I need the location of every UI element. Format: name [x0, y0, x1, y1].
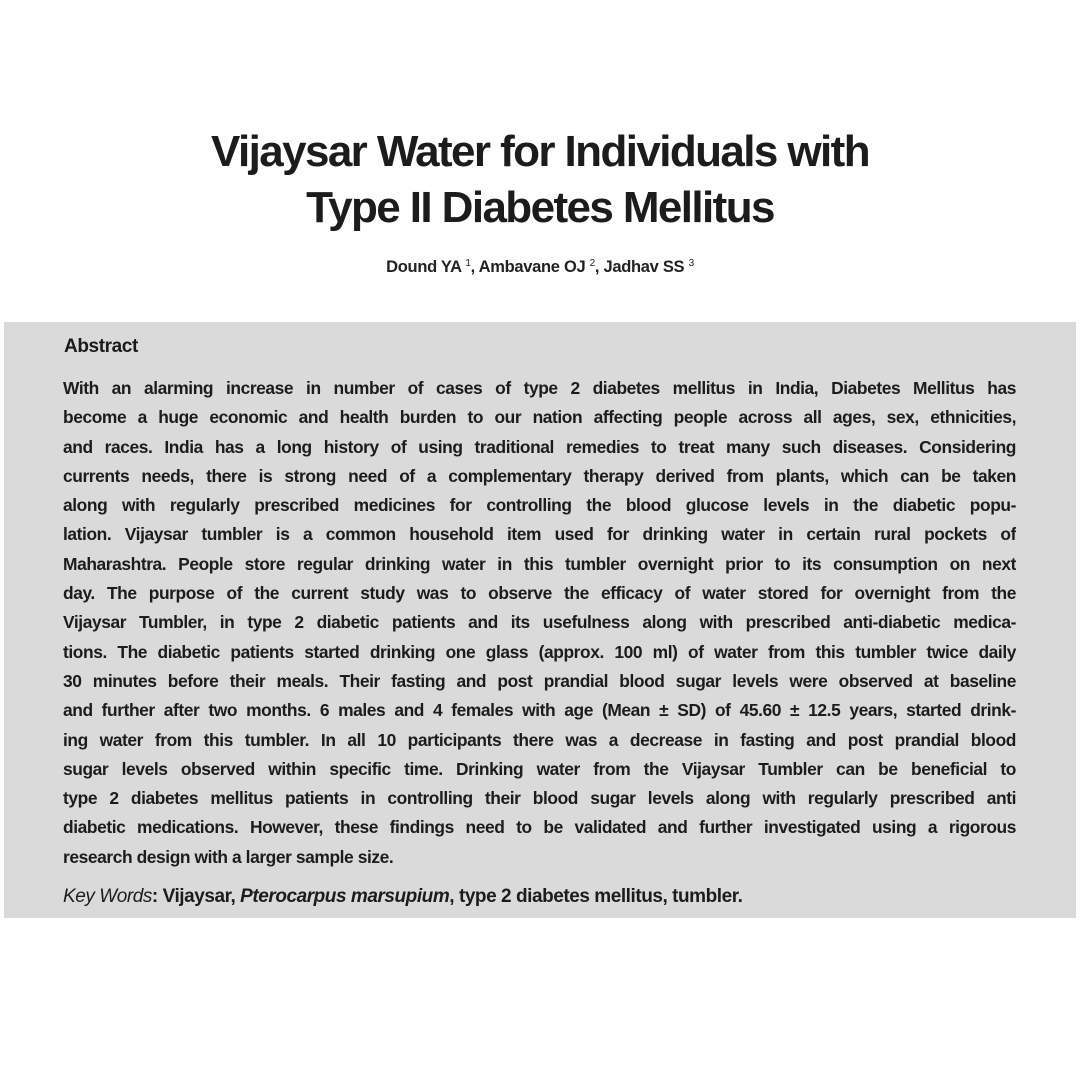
author-affiliation: 1 — [465, 258, 471, 269]
abstract-line: Maharashtra. People store regular drinking water in this tumbler overnight prior to its consumption on next — [63, 553, 1016, 574]
author-name: Jadhav SS — [603, 258, 685, 276]
abstract-line: become a huge economic and health burden to our nation affecting people across all ages, sex, ethnicities, — [63, 407, 1016, 428]
paper-title — [0, 124, 1080, 236]
abstract-line: With an alarming increase in number of cases of type 2 diabetes mellitus in India, Diabetes Mellitus has — [63, 378, 1016, 398]
abstract-line: ing water from this tumbler. In all 10 participants there was a decrease in fasting and post prandial blood — [63, 729, 1016, 750]
author-name: Ambavane OJ — [478, 258, 586, 276]
title-line-1: Vijaysar Water for Individuals with — [211, 127, 869, 176]
author-separator: , — [594, 258, 604, 276]
abstract-line: research design with a larger sample size. — [63, 846, 394, 867]
author-affiliation: 2 — [589, 258, 595, 269]
abstract-line: type 2 diabetes mellitus patients in controlling their blood sugar levels along with regularly prescribed anti — [63, 788, 1016, 809]
author-list — [0, 258, 1080, 277]
abstract-line: 30 minutes before their meals. Their fasting and post prandial blood sugar levels were observed at baseline — [63, 670, 1016, 691]
keywords-line — [63, 886, 742, 908]
abstract-line: tions. The diabetic patients started drinking one glass (approx. 100 ml) of water from this tumbler twice daily — [63, 641, 1016, 662]
abstract-line: diabetic medications. However, these findings need to be validated and further investigated using a rigorous — [63, 817, 1016, 838]
keywords-label: Key Words — [63, 886, 152, 907]
abstract-heading: Abstract — [64, 336, 138, 357]
author-name: Dound YA — [386, 258, 462, 276]
title-line-2: Type II Diabetes Mellitus — [306, 183, 774, 232]
abstract-line: day. The purpose of the current study was to observe the efficacy of water stored for overnight from the — [63, 583, 1016, 604]
keyword-text: , type 2 diabetes mellitus, tumbler. — [449, 886, 743, 907]
abstract-line: and races. India has a long history of using traditional remedies to treat many such diseases. Considering — [63, 436, 1016, 457]
abstract-body — [63, 374, 1016, 872]
keywords-colon: : — [151, 886, 163, 907]
abstract-line: currents needs, there is strong need of a complementary therapy derived from plants, which can be taken — [63, 465, 1016, 486]
abstract-line: lation. Vijaysar tumbler is a common household item used for drinking water in certain rural pockets of — [63, 524, 1016, 545]
keyword-text: Vijaysar, — [162, 886, 241, 907]
abstract-line: and further after two months. 6 males and 4 females with age (Mean ± SD) of 45.60 ± 12.5 years, started drink- — [63, 700, 1016, 721]
abstract-line: Vijaysar Tumbler, in type 2 diabetic patients and its usefulness along with prescribed anti-diabetic medica- — [63, 612, 1016, 633]
abstract-line: sugar levels observed within specific time. Drinking water from the Vijaysar Tumbler can be beneficial to — [63, 758, 1016, 779]
author-affiliation: 3 — [688, 258, 694, 269]
keyword-species-name: Pterocarpus marsupium — [240, 886, 450, 907]
author-separator: , — [470, 258, 479, 276]
abstract-line: along with regularly prescribed medicines for controlling the blood glucose levels in the diabetic popu- — [63, 495, 1016, 516]
